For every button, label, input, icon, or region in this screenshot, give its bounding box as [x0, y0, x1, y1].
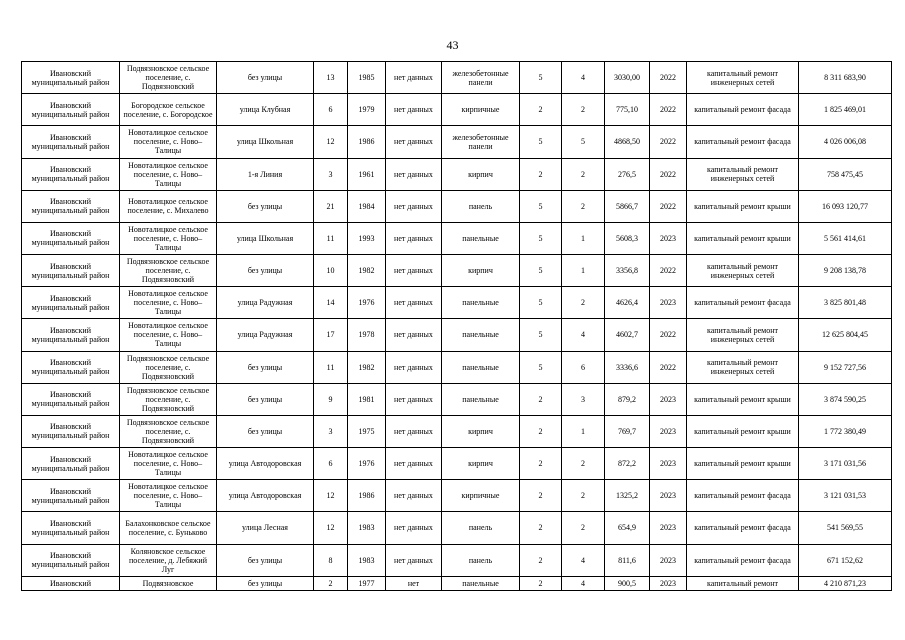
entrances-cell: 2 — [562, 512, 605, 544]
area-cell: 4868,50 — [605, 126, 650, 158]
work-type-cell: капитальный ремонт инженерных сетей — [687, 158, 799, 190]
entrances-cell: 3 — [562, 383, 605, 415]
house-number-cell: 13 — [314, 62, 348, 94]
table-row — [22, 222, 892, 254]
data-status-cell: нет данных — [386, 480, 442, 512]
table-row — [22, 126, 892, 158]
cost-cell: 9 208 138,78 — [799, 255, 892, 287]
municipality-cell: Ивановский муниципальный район — [22, 126, 120, 158]
area-cell: 811,6 — [605, 544, 650, 576]
data-status-cell: нет данных — [386, 512, 442, 544]
municipality-cell: Ивановский муниципальный район — [22, 62, 120, 94]
floors-cell: 5 — [520, 190, 562, 222]
street-cell: без улицы — [217, 351, 314, 383]
table-row — [22, 255, 892, 287]
data-status-cell: нет данных — [386, 415, 442, 447]
work-type-cell: капитальный ремонт крыши — [687, 383, 799, 415]
area-cell: 3336,6 — [605, 351, 650, 383]
area-cell: 654,9 — [605, 512, 650, 544]
street-cell: улица Автодоровская — [217, 480, 314, 512]
page-number: 43 — [446, 38, 459, 52]
data-status-cell: нет данных — [386, 351, 442, 383]
municipality-cell: Ивановский муниципальный район — [22, 94, 120, 126]
year-built-cell: 1983 — [348, 544, 386, 576]
work-type-cell: капитальный ремонт крыши — [687, 190, 799, 222]
repair-year-cell: 2023 — [650, 576, 687, 590]
area-cell: 900,5 — [605, 576, 650, 590]
cost-cell: 12 625 804,45 — [799, 319, 892, 351]
data-status-cell: нет данных — [386, 62, 442, 94]
year-built-cell: 1981 — [348, 383, 386, 415]
repair-year-cell: 2023 — [650, 383, 687, 415]
year-built-cell: 1986 — [348, 480, 386, 512]
wall-material-cell: панельные — [442, 383, 520, 415]
entrances-cell: 2 — [562, 287, 605, 319]
street-cell: без улицы — [217, 255, 314, 287]
settlement-cell: Новоталицкое сельское поселение, с. Ново–Талицы — [120, 287, 217, 319]
repair-year-cell: 2022 — [650, 319, 687, 351]
floors-cell: 5 — [520, 62, 562, 94]
street-cell: улица Клубная — [217, 94, 314, 126]
area-cell: 1325,2 — [605, 480, 650, 512]
settlement-cell: Подвязновское — [120, 576, 217, 590]
repair-year-cell: 2022 — [650, 62, 687, 94]
municipality-cell: Ивановский муниципальный район — [22, 287, 120, 319]
street-cell: улица Радужная — [217, 287, 314, 319]
work-type-cell: капитальный ремонт инженерных сетей — [687, 319, 799, 351]
street-cell: улица Лесная — [217, 512, 314, 544]
floors-cell: 2 — [520, 480, 562, 512]
settlement-cell: Новоталицкое сельское поселение, с. Михалево — [120, 190, 217, 222]
work-type-cell: капитальный ремонт инженерных сетей — [687, 62, 799, 94]
year-built-cell: 1977 — [348, 576, 386, 590]
municipality-cell: Ивановский муниципальный район — [22, 255, 120, 287]
floors-cell: 5 — [520, 351, 562, 383]
work-type-cell: капитальный ремонт инженерных сетей — [687, 255, 799, 287]
wall-material-cell: кирпич — [442, 448, 520, 480]
year-built-cell: 1976 — [348, 448, 386, 480]
wall-material-cell: кирпич — [442, 255, 520, 287]
floors-cell: 2 — [520, 512, 562, 544]
repair-year-cell: 2023 — [650, 480, 687, 512]
settlement-cell: Подвязновское сельское поселение, с. Подвязновский — [120, 383, 217, 415]
house-number-cell: 12 — [314, 512, 348, 544]
table-row — [22, 319, 892, 351]
wall-material-cell: железобетонные панели — [442, 62, 520, 94]
house-number-cell: 10 — [314, 255, 348, 287]
cost-cell: 541 569,55 — [799, 512, 892, 544]
wall-material-cell: железобетонные панели — [442, 126, 520, 158]
area-cell: 3356,8 — [605, 255, 650, 287]
house-number-cell: 11 — [314, 222, 348, 254]
work-type-cell: капитальный ремонт — [687, 576, 799, 590]
house-number-cell: 6 — [314, 448, 348, 480]
work-type-cell: капитальный ремонт инженерных сетей — [687, 351, 799, 383]
entrances-cell: 4 — [562, 576, 605, 590]
floors-cell: 5 — [520, 287, 562, 319]
entrances-cell: 1 — [562, 222, 605, 254]
wall-material-cell: панельные — [442, 319, 520, 351]
street-cell: 1-я Линия — [217, 158, 314, 190]
entrances-cell: 4 — [562, 544, 605, 576]
area-cell: 5608,3 — [605, 222, 650, 254]
wall-material-cell: кирпичные — [442, 94, 520, 126]
work-type-cell: капитальный ремонт фасада — [687, 544, 799, 576]
cost-cell: 4 026 006,08 — [799, 126, 892, 158]
settlement-cell: Новоталицкое сельское поселение, с. Ново–Талицы — [120, 448, 217, 480]
repair-year-cell: 2022 — [650, 190, 687, 222]
municipality-cell: Ивановский муниципальный район — [22, 319, 120, 351]
entrances-cell: 4 — [562, 319, 605, 351]
table-row — [22, 576, 892, 590]
repair-year-cell: 2022 — [650, 126, 687, 158]
repair-year-cell: 2022 — [650, 255, 687, 287]
work-type-cell: капитальный ремонт фасада — [687, 126, 799, 158]
street-cell: без улицы — [217, 383, 314, 415]
wall-material-cell: кирпич — [442, 158, 520, 190]
settlement-cell: Балахонковское сельское поселение, с. Буньково — [120, 512, 217, 544]
entrances-cell: 6 — [562, 351, 605, 383]
data-status-cell: нет данных — [386, 383, 442, 415]
cost-cell: 3 825 801,48 — [799, 287, 892, 319]
street-cell: без улицы — [217, 576, 314, 590]
repair-year-cell: 2023 — [650, 222, 687, 254]
house-number-cell: 11 — [314, 351, 348, 383]
area-cell: 4602,7 — [605, 319, 650, 351]
wall-material-cell: панельные — [442, 576, 520, 590]
settlement-cell: Новоталицкое сельское поселение, с. Ново–Талицы — [120, 158, 217, 190]
area-cell: 3030,00 — [605, 62, 650, 94]
settlement-cell: Богородское сельское поселение, с. Богородское — [120, 94, 217, 126]
settlement-cell: Новоталицкое сельское поселение, с. Ново–Талицы — [120, 319, 217, 351]
municipality-cell: Ивановский муниципальный район — [22, 190, 120, 222]
area-cell: 5866,7 — [605, 190, 650, 222]
house-number-cell: 12 — [314, 126, 348, 158]
cost-cell: 3 121 031,53 — [799, 480, 892, 512]
work-type-cell: капитальный ремонт фасада — [687, 480, 799, 512]
repair-year-cell: 2023 — [650, 544, 687, 576]
street-cell: улица Школьная — [217, 222, 314, 254]
entrances-cell: 2 — [562, 190, 605, 222]
year-built-cell: 1982 — [348, 351, 386, 383]
floors-cell: 2 — [520, 544, 562, 576]
area-cell: 775,10 — [605, 94, 650, 126]
house-number-cell: 14 — [314, 287, 348, 319]
data-status-cell: нет данных — [386, 126, 442, 158]
wall-material-cell: панель — [442, 544, 520, 576]
house-number-cell: 3 — [314, 158, 348, 190]
entrances-cell: 2 — [562, 158, 605, 190]
house-number-cell: 8 — [314, 544, 348, 576]
entrances-cell: 2 — [562, 480, 605, 512]
year-built-cell: 1986 — [348, 126, 386, 158]
cost-cell: 3 874 590,25 — [799, 383, 892, 415]
table-row — [22, 544, 892, 576]
floors-cell: 5 — [520, 319, 562, 351]
entrances-cell: 1 — [562, 255, 605, 287]
settlement-cell: Коляновское сельское поселение, д. Лебяжий Луг — [120, 544, 217, 576]
repair-year-cell: 2022 — [650, 158, 687, 190]
repair-year-cell: 2023 — [650, 287, 687, 319]
table-row — [22, 448, 892, 480]
table-row — [22, 383, 892, 415]
table-row — [22, 415, 892, 447]
repair-year-cell: 2023 — [650, 448, 687, 480]
data-status-cell: нет данных — [386, 319, 442, 351]
cost-cell: 1 825 469,01 — [799, 94, 892, 126]
work-type-cell: капитальный ремонт крыши — [687, 448, 799, 480]
area-cell: 872,2 — [605, 448, 650, 480]
work-type-cell: капитальный ремонт фасада — [687, 94, 799, 126]
wall-material-cell: панель — [442, 512, 520, 544]
floors-cell: 5 — [520, 255, 562, 287]
table-row — [22, 190, 892, 222]
housing-repair-table — [21, 61, 892, 591]
area-cell: 276,5 — [605, 158, 650, 190]
municipality-cell: Ивановский муниципальный район — [22, 383, 120, 415]
year-built-cell: 1993 — [348, 222, 386, 254]
wall-material-cell: кирпичные — [442, 480, 520, 512]
house-number-cell: 6 — [314, 94, 348, 126]
data-status-cell: нет — [386, 576, 442, 590]
area-cell: 769,7 — [605, 415, 650, 447]
municipality-cell: Ивановский муниципальный район — [22, 222, 120, 254]
settlement-cell: Подвязновское сельское поселение, с. Подвязновский — [120, 415, 217, 447]
entrances-cell: 1 — [562, 415, 605, 447]
data-status-cell: нет данных — [386, 158, 442, 190]
data-status-cell: нет данных — [386, 222, 442, 254]
cost-cell: 4 210 871,23 — [799, 576, 892, 590]
floors-cell: 2 — [520, 383, 562, 415]
house-number-cell: 3 — [314, 415, 348, 447]
year-built-cell: 1979 — [348, 94, 386, 126]
floors-cell: 5 — [520, 126, 562, 158]
year-built-cell: 1982 — [348, 255, 386, 287]
floors-cell: 5 — [520, 222, 562, 254]
entrances-cell: 2 — [562, 448, 605, 480]
municipality-cell: Ивановский муниципальный район — [22, 512, 120, 544]
house-number-cell: 2 — [314, 576, 348, 590]
area-cell: 879,2 — [605, 383, 650, 415]
entrances-cell: 5 — [562, 126, 605, 158]
repair-year-cell: 2022 — [650, 351, 687, 383]
street-cell: улица Радужная — [217, 319, 314, 351]
data-status-cell: нет данных — [386, 287, 442, 319]
municipality-cell: Ивановский муниципальный район — [22, 415, 120, 447]
house-number-cell: 21 — [314, 190, 348, 222]
settlement-cell: Подвязновское сельское поселение, с. Подвязновский — [120, 255, 217, 287]
table-row — [22, 480, 892, 512]
entrances-cell: 4 — [562, 62, 605, 94]
table-row — [22, 512, 892, 544]
cost-cell: 16 093 120,77 — [799, 190, 892, 222]
cost-cell: 1 772 380,49 — [799, 415, 892, 447]
cost-cell: 8 311 683,90 — [799, 62, 892, 94]
street-cell: без улицы — [217, 190, 314, 222]
table-row — [22, 351, 892, 383]
wall-material-cell: панельные — [442, 351, 520, 383]
data-status-cell: нет данных — [386, 190, 442, 222]
settlement-cell: Новоталицкое сельское поселение, с. Ново–Талицы — [120, 222, 217, 254]
work-type-cell: капитальный ремонт фасада — [687, 287, 799, 319]
municipality-cell: Ивановский муниципальный район — [22, 544, 120, 576]
settlement-cell: Новоталицкое сельское поселение, с. Ново–Талицы — [120, 480, 217, 512]
wall-material-cell: панельные — [442, 287, 520, 319]
wall-material-cell: панель — [442, 190, 520, 222]
repair-year-cell: 2022 — [650, 94, 687, 126]
cost-cell: 758 475,45 — [799, 158, 892, 190]
street-cell: без улицы — [217, 544, 314, 576]
table-row — [22, 287, 892, 319]
floors-cell: 2 — [520, 158, 562, 190]
entrances-cell: 2 — [562, 94, 605, 126]
settlement-cell: Подвязновское сельское поселение, с. Подвязновский — [120, 62, 217, 94]
municipality-cell: Ивановский муниципальный район — [22, 448, 120, 480]
cost-cell: 671 152,62 — [799, 544, 892, 576]
year-built-cell: 1985 — [348, 62, 386, 94]
repair-year-cell: 2023 — [650, 512, 687, 544]
municipality-cell: Ивановский муниципальный район — [22, 351, 120, 383]
data-status-cell: нет данных — [386, 255, 442, 287]
house-number-cell: 17 — [314, 319, 348, 351]
floors-cell: 2 — [520, 94, 562, 126]
street-cell: улица Автодоровская — [217, 448, 314, 480]
table-body — [22, 62, 892, 591]
table-row — [22, 94, 892, 126]
settlement-cell: Подвязновское сельское поселение, с. Подвязновский — [120, 351, 217, 383]
cost-cell: 5 561 414,61 — [799, 222, 892, 254]
municipality-cell: Ивановский — [22, 576, 120, 590]
floors-cell: 2 — [520, 415, 562, 447]
wall-material-cell: панельные — [442, 222, 520, 254]
municipality-cell: Ивановский муниципальный район — [22, 480, 120, 512]
data-status-cell: нет данных — [386, 448, 442, 480]
work-type-cell: капитальный ремонт фасада — [687, 512, 799, 544]
year-built-cell: 1961 — [348, 158, 386, 190]
settlement-cell: Новоталицкое сельское поселение, с. Ново–Талицы — [120, 126, 217, 158]
table-row — [22, 62, 892, 94]
year-built-cell: 1975 — [348, 415, 386, 447]
floors-cell: 2 — [520, 448, 562, 480]
house-number-cell: 9 — [314, 383, 348, 415]
street-cell: улица Школьная — [217, 126, 314, 158]
floors-cell: 2 — [520, 576, 562, 590]
data-status-cell: нет данных — [386, 544, 442, 576]
cost-cell: 9 152 727,56 — [799, 351, 892, 383]
year-built-cell: 1976 — [348, 287, 386, 319]
municipality-cell: Ивановский муниципальный район — [22, 158, 120, 190]
work-type-cell: капитальный ремонт крыши — [687, 222, 799, 254]
work-type-cell: капитальный ремонт крыши — [687, 415, 799, 447]
wall-material-cell: кирпич — [442, 415, 520, 447]
table-row — [22, 158, 892, 190]
house-number-cell: 12 — [314, 480, 348, 512]
street-cell: без улицы — [217, 62, 314, 94]
street-cell: без улицы — [217, 415, 314, 447]
repair-year-cell: 2023 — [650, 415, 687, 447]
area-cell: 4626,4 — [605, 287, 650, 319]
year-built-cell: 1978 — [348, 319, 386, 351]
year-built-cell: 1983 — [348, 512, 386, 544]
data-status-cell: нет данных — [386, 94, 442, 126]
year-built-cell: 1984 — [348, 190, 386, 222]
cost-cell: 3 171 031,56 — [799, 448, 892, 480]
